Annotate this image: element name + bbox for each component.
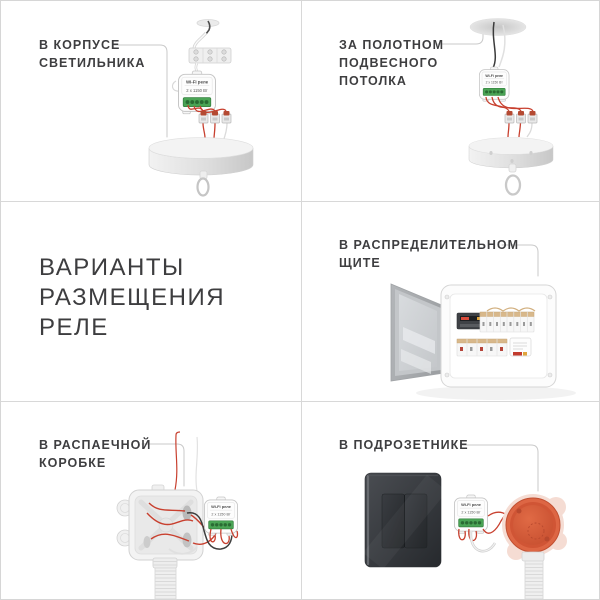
board-body xyxy=(441,285,556,387)
suspended-ceiling-hole xyxy=(470,19,526,36)
callout-ceiling xyxy=(438,34,483,44)
label-junction: В РАСПАЕЧНОЙ КОРОБКЕ xyxy=(39,438,152,470)
wall-switch xyxy=(365,473,441,567)
corrugated-conduit xyxy=(522,552,544,600)
illustration-socket-box xyxy=(365,473,567,600)
page-title: ВАРИАНТЫ РАЗМЕЩЕНИЯ РЕЛЕ xyxy=(39,254,226,341)
white-wire xyxy=(224,123,227,139)
ceiling-mount xyxy=(197,20,219,27)
label-luminaire: В КОРПУСЕ СВЕТИЛЬНИКА xyxy=(39,38,146,70)
illustration-ceiling xyxy=(469,19,553,195)
label-socket: В ПОДРОЗЕТНИКЕ xyxy=(339,438,469,452)
relay-module-in-board xyxy=(510,338,531,356)
callout-socket xyxy=(462,445,538,491)
canopy-fitting xyxy=(509,164,516,172)
hanging-ring xyxy=(198,179,209,196)
corrugated-conduit xyxy=(153,558,177,600)
board-door xyxy=(391,284,444,381)
flush-mount-box xyxy=(502,494,567,560)
circuit-breaker-row-bottom xyxy=(457,339,507,356)
label-ceiling: ЗА ПОЛОТНОМ ПОДВЕСНОГО ПОТОЛКА xyxy=(339,38,445,88)
label-panel: В РАСПРЕДЕЛИТЕЛЬНОМ ЩИТЕ xyxy=(339,238,520,270)
white-wire-up xyxy=(196,437,197,491)
illustration-distribution-board xyxy=(391,284,576,400)
terminal-block xyxy=(189,48,231,63)
red-wire-up xyxy=(175,432,180,490)
hanging-ring xyxy=(506,176,520,195)
illustrations-canvas: Wi-Fi реле 2 x 1150 Вт xyxy=(1,1,600,600)
